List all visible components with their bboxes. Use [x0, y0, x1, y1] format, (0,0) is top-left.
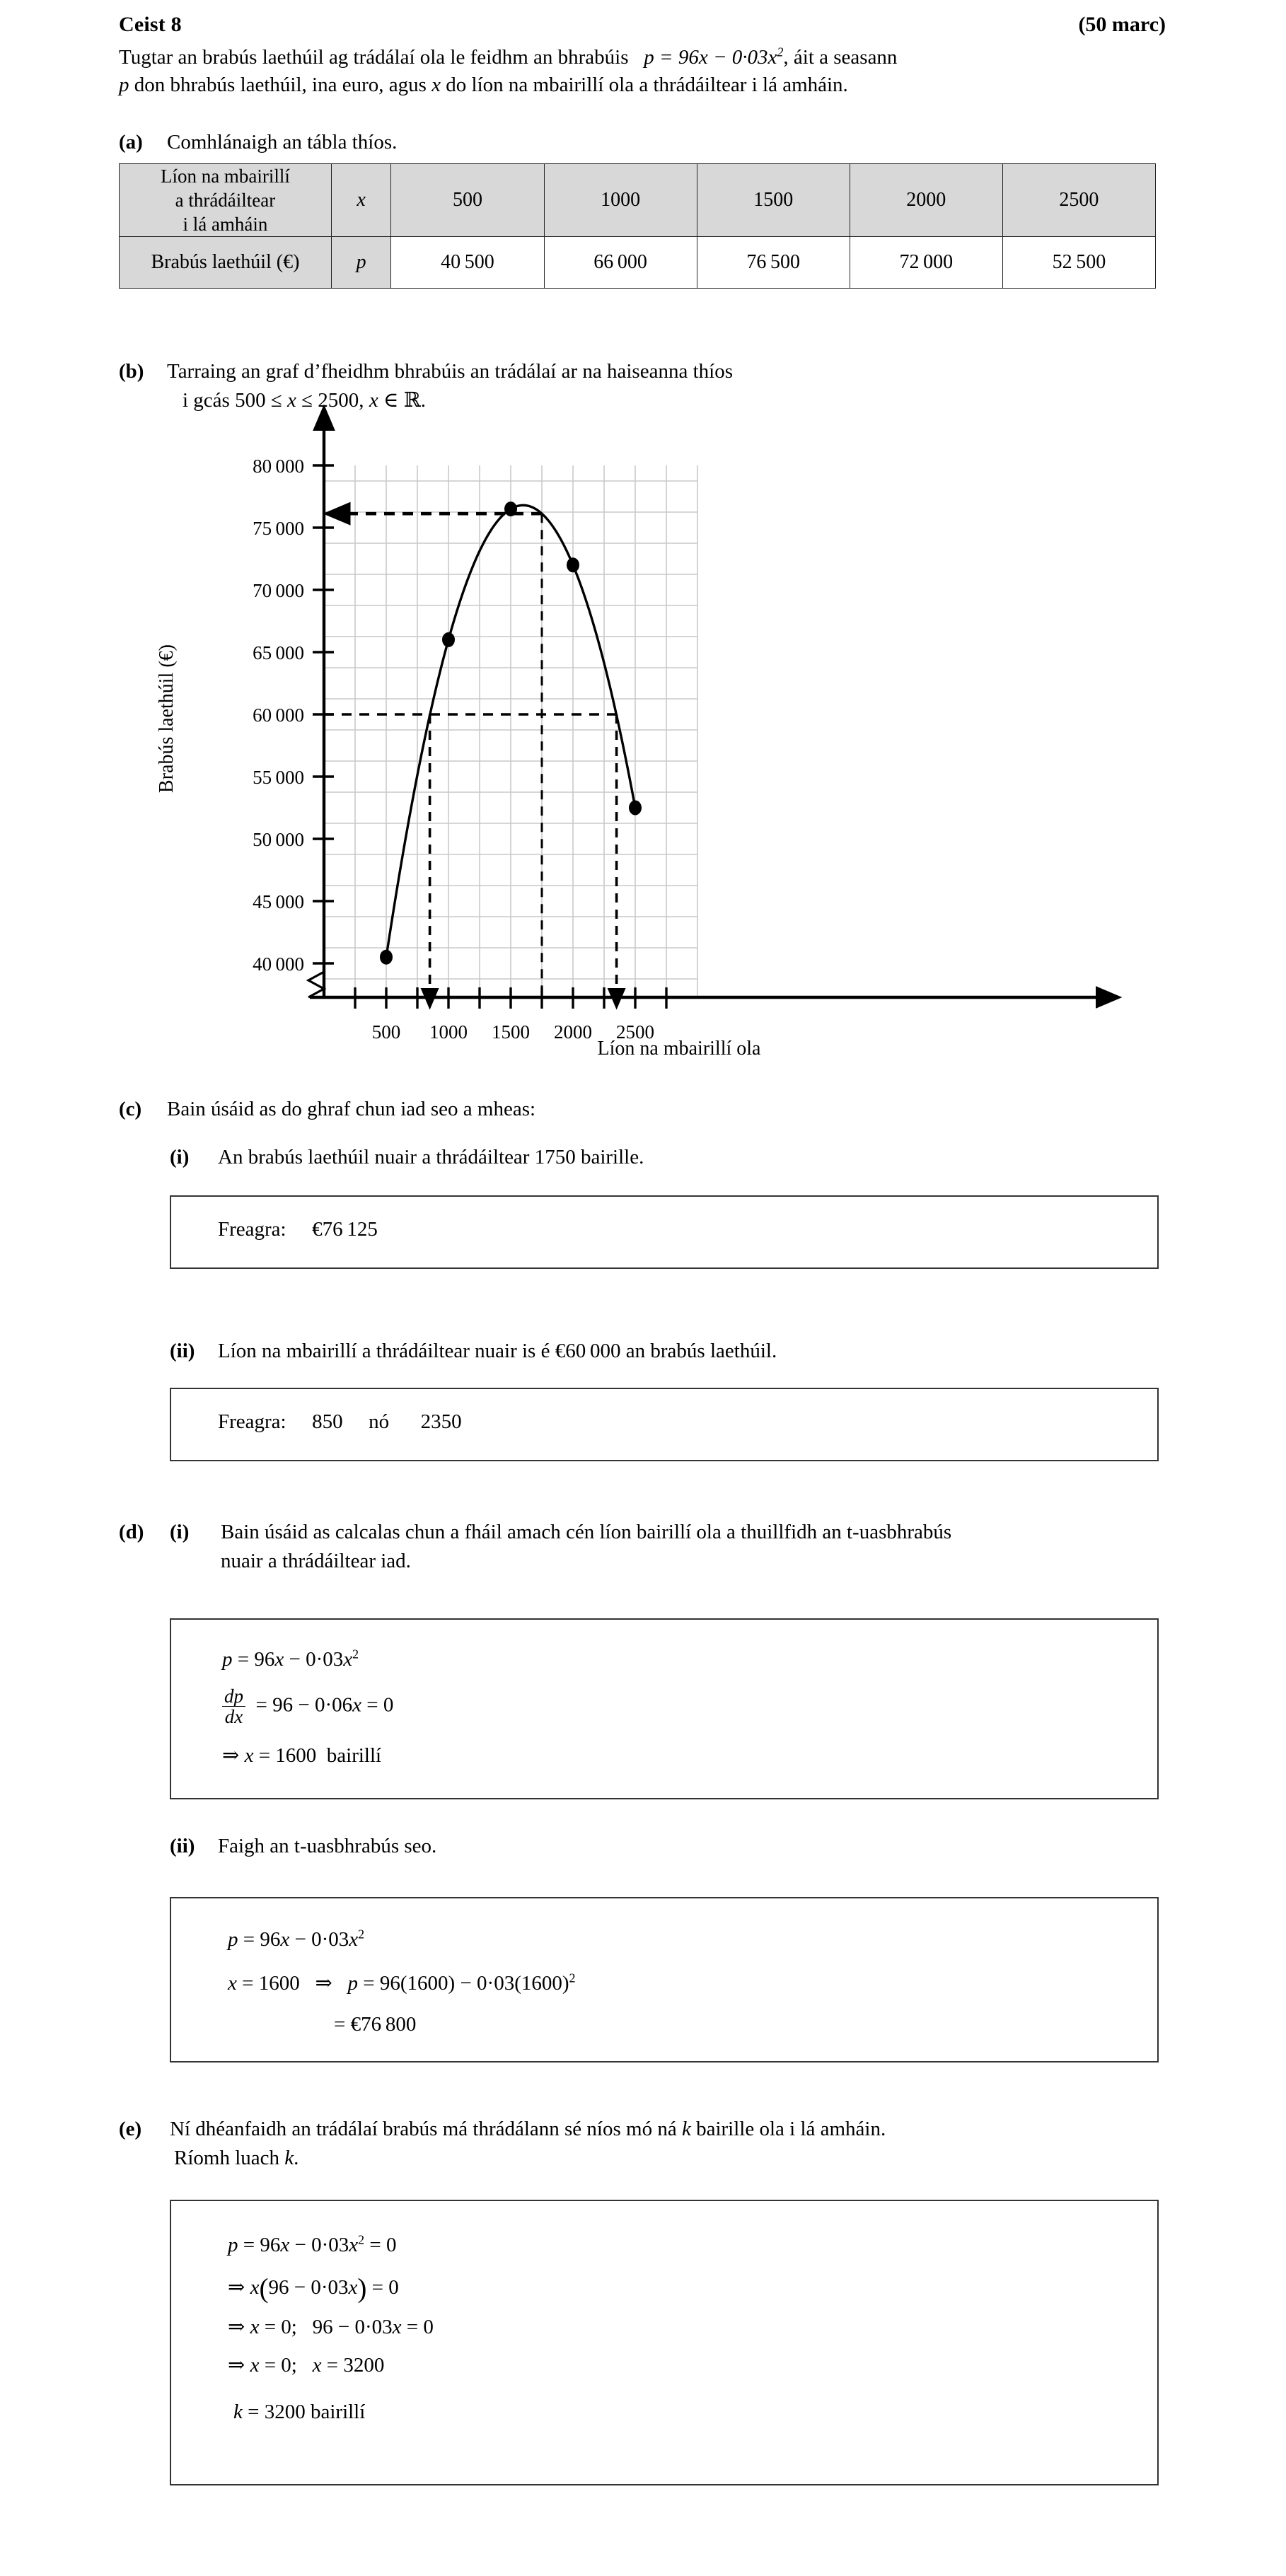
marks-badge: (50 marc) — [1078, 13, 1166, 36]
intro-line1-text: Tugtar an brabús lae​thúil ag trádálaí ola le feidhm an bhrabúis — [119, 46, 629, 69]
table-cell-x-1000: 1000 — [544, 164, 697, 237]
part-e-line1: Ní dhéanfaidh an trádálaí brabús má thrádálann sé níos mó ná k bairille ola i lá amháin. — [170, 2118, 886, 2140]
y-tick-label: 70 000 — [253, 580, 304, 601]
x-tick-label: 500 — [371, 1021, 401, 1043]
answer-value-1: 850 — [312, 1410, 343, 1433]
part-c-text: Bain úsáid as do ghraf chun iad seo a mheas: — [167, 1098, 536, 1120]
work-expr: ⇒ x = 0; x = 3200 — [228, 2354, 385, 2377]
axis-break-zigzag — [308, 972, 324, 997]
table-cell-p-4: 72 000 — [850, 237, 1002, 289]
part-b — [119, 357, 1109, 415]
symbol-p: p — [228, 1928, 238, 1951]
work-line — [228, 2229, 434, 2261]
part-d-i — [119, 1518, 1159, 1576]
part-b-line2-end: ∈ ℝ. — [383, 389, 427, 412]
part-c-i-label: (i) — [170, 1146, 190, 1168]
y-tick-label: 80 000 — [253, 456, 304, 477]
symbol-p: p — [228, 2234, 238, 2256]
part-c-ii-label: (ii) — [170, 1340, 195, 1362]
header-line-1: Líon na mbairillí — [160, 166, 290, 187]
part-a — [119, 131, 397, 154]
answer-box-d-i[interactable] — [170, 1618, 1159, 1799]
table-cell-x-2000: 2000 — [850, 164, 1002, 237]
part-d-i-label: (i) — [170, 1521, 190, 1543]
part-b-line2-pre: i gcás 500 ≤ — [183, 389, 282, 412]
data-point — [442, 632, 455, 647]
part-b-line2 — [183, 386, 1109, 415]
table-symbol-x: x — [331, 164, 391, 237]
work-line — [228, 2350, 434, 2381]
question-header — [119, 13, 1166, 40]
header-line-2: a thrádáiltear — [175, 190, 276, 211]
symbol-p: p — [222, 1648, 233, 1671]
header-line-3: i lá amháin — [183, 214, 268, 235]
data-point — [380, 950, 393, 965]
y-tick-label: 60 000 — [253, 704, 304, 726]
grid-lines — [324, 465, 697, 997]
data-point — [567, 557, 579, 572]
part-b-var-x2: x — [369, 389, 378, 412]
work-expr: = €76 800 — [334, 2013, 417, 2036]
table-row — [120, 237, 1156, 289]
intro-line2: p don bhrabús laethúil, ina euro, agus x do líon na mbairillí ola a thrádáiltear i lá amháin. — [119, 74, 848, 96]
table-cell-p-1: 40 500 — [391, 237, 544, 289]
intro-line2-b: do líon na mbairillí ola a thrádáiltear i lá amháin. — [446, 74, 848, 96]
table-cell-p-3: 76 500 — [697, 237, 850, 289]
part-c-ii-text — [218, 1337, 1160, 1366]
x-tick-label: 2000 — [554, 1021, 592, 1043]
fraction-numerator: dp — [224, 1686, 243, 1707]
y-tick-label: 55 000 — [253, 767, 304, 788]
part-d-ii — [170, 1832, 1160, 1861]
part-d-ii-text: Faigh an t-uasbhrabús seo. — [218, 1835, 437, 1857]
part-c-label: (c) — [119, 1098, 142, 1120]
work-line — [228, 1968, 576, 1999]
table-cell-p-5: 52 500 — [1002, 237, 1155, 289]
part-c-i-text: An brabús laethúil nuair a thrádáiltear 1750 bairille. — [218, 1146, 644, 1168]
intro-line1-tail: , áit a seasann — [783, 46, 898, 69]
answer-c-i — [218, 1218, 378, 1241]
y-tick-label: 45 000 — [253, 891, 304, 912]
work-line — [222, 1740, 393, 1771]
work-line — [334, 2009, 576, 2040]
intro-line2-a: don bhrabús laethúil, ina euro, agus — [134, 74, 427, 96]
work-expr: ⇒ x = 1600 bairillí — [222, 1744, 382, 1767]
part-e-label: (e) — [119, 2118, 142, 2140]
part-c-ii-text-post: an brabús laethúil. — [625, 1340, 777, 1362]
part-d-label: (d) — [119, 1521, 144, 1543]
answer-value-2: 2350 — [420, 1410, 462, 1433]
table-symbol-p: p — [331, 237, 391, 289]
x-axis-ticks — [355, 987, 666, 1043]
table-cell-x-500: 500 — [391, 164, 544, 237]
table-row — [120, 164, 1156, 237]
profit-graph — [141, 414, 1132, 1060]
work-d-ii — [228, 1924, 576, 2040]
graph-svg — [141, 414, 1132, 1060]
part-b-var-x: x — [287, 389, 296, 412]
x-tick-label: 1500 — [492, 1021, 530, 1043]
fraction-denominator: dx — [224, 1706, 243, 1728]
y-axis-ticks — [253, 456, 334, 975]
y-tick-label: 50 000 — [253, 829, 304, 850]
data-point — [504, 501, 517, 516]
work-line — [228, 2272, 434, 2304]
work-expr: = 96 − 0·06x = 0 — [250, 1693, 394, 1717]
work-line — [228, 2311, 434, 2343]
y-tick-label: 65 000 — [253, 642, 304, 663]
work-expr: k = 3200 bairillí — [233, 2401, 366, 2424]
work-expr: ⇒ x(96 − 0·03x) = 0 — [228, 2273, 399, 2304]
answer-box-c-i[interactable] — [170, 1195, 1159, 1269]
work-expr: = $96x - 0\cdot 03x^2 = 0$ — [243, 2232, 397, 2256]
part-a-label: (a) — [119, 131, 143, 153]
answer-box-e[interactable] — [170, 2200, 1159, 2485]
part-e — [119, 2115, 1159, 2173]
y-tick-label: 40 000 — [253, 953, 304, 975]
work-expr: = $96x - 0\cdot 03x^2$ — [243, 1927, 365, 1951]
work-line — [222, 1686, 393, 1727]
part-c-ii — [170, 1337, 1160, 1366]
answer-c-ii — [218, 1410, 462, 1434]
x-tick-label: 1000 — [429, 1021, 468, 1043]
work-line — [228, 1924, 576, 1955]
work-expr: = $96x - 0\cdot 03x^2$ — [237, 1647, 359, 1671]
work-line — [233, 2396, 434, 2427]
data-point — [629, 801, 642, 816]
x-axis-label: Líon na mbairillí ola — [597, 1038, 761, 1060]
work-line — [222, 1644, 393, 1675]
table-header-cell-p: Brabús laethúil (€) — [120, 237, 332, 289]
answer-box-d-ii[interactable] — [170, 1897, 1159, 2062]
answer-box-c-ii[interactable] — [170, 1388, 1159, 1461]
answer-or: nó — [369, 1410, 390, 1433]
part-e-line2: Ríomh luach k. — [174, 2147, 299, 2169]
work-d-i — [222, 1644, 393, 1771]
intro-paragraph — [119, 44, 1173, 99]
y-tick-label: 75 000 — [253, 518, 304, 539]
part-d-i-line1: Bain úsáid as calcalas chun a fháil amach cén líon bairillí ola a thuillfidh an t-uasbhrabús — [221, 1521, 952, 1543]
values-table — [119, 163, 1156, 289]
table-header-cell-x — [120, 164, 332, 237]
intro-formula: $p = 96x - 0\cdot 03x^2$ — [644, 45, 784, 69]
part-d-i-line2: nuair a thrádáiltear iad. — [221, 1550, 411, 1572]
table-cell-x-2500: 2500 — [1002, 164, 1155, 237]
answer-label: Freagra: — [218, 1218, 286, 1241]
answer-label: Freagra: — [218, 1410, 286, 1433]
table-cell-p-2: 66 000 — [544, 237, 697, 289]
y-axis-label: Brabús laethúil (€) — [156, 644, 178, 793]
work-expr: ⇒ x = 0; 96 − 0·03x = 0 — [228, 2316, 434, 2339]
table-cell-x-1500: 1500 — [697, 164, 850, 237]
part-c-ii-text-pre: Líon na mbairillí a thrádáiltear nuair is é — [218, 1340, 550, 1362]
part-c — [119, 1095, 1145, 1124]
part-c-i — [170, 1143, 1160, 1172]
part-b-line2-mid: ≤ 2500, — [301, 389, 364, 412]
part-c-ii-amount: €60 000 — [555, 1340, 621, 1362]
part-b-label: (b) — [119, 360, 144, 383]
part-a-text: Comhlánaigh an tábla thíos. — [167, 131, 398, 153]
x-tick-label: 2500 — [616, 1021, 654, 1043]
page-title: Ceist 8 — [119, 13, 182, 36]
part-d-ii-label: (ii) — [170, 1835, 195, 1857]
answer-value: €76 125 — [312, 1218, 378, 1241]
part-b-line1: Tarraing an graf d’fheidhm bhrabúis an trádálaí ar na haiseanna thíos — [167, 360, 733, 383]
work-e — [228, 2229, 434, 2427]
work-expr: x = 1600 ⇒ $p = 96(1600) - 0\cdot 03(1600)^2$ — [228, 1971, 576, 1995]
derivative-fraction — [222, 1686, 245, 1727]
